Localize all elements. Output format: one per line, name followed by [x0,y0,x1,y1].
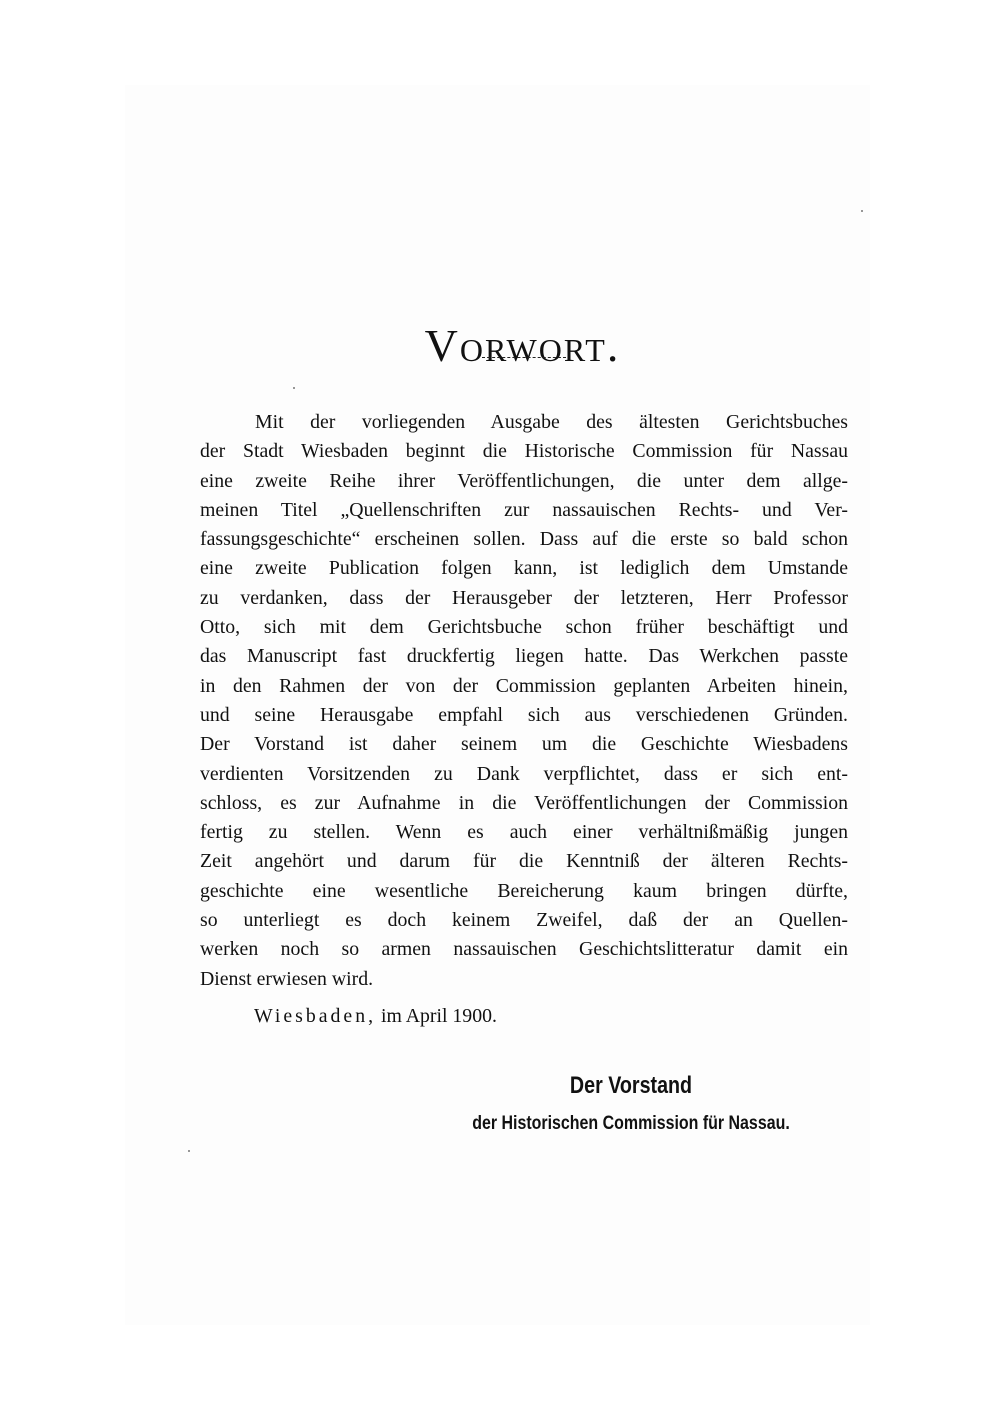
paragraph-line: Dienst erwiesen wird. [200,967,374,990]
paragraph-line: Zeit angehört und darum für die Kenntniß der älteren Rechts- [200,850,848,873]
scan-speck [188,1150,190,1152]
dateline [254,1005,497,1028]
paragraph-line: geschichte eine wesentliche Bereicherung kaum bringen dürfte, [200,879,848,902]
page-title: Vorwort. [424,319,621,371]
paragraph-line: Der Vorstand ist daher seinem um die Geschichte Wiesbadens [200,733,848,756]
paragraph-line: so unterliegt es doch keinem Zweifel, daß der an Quellen- [200,909,848,932]
scan-speck [861,210,863,212]
paragraph-line: eine zweite Publication folgen kann, ist lediglich dem Umstande [200,557,848,580]
paragraph-line: fertig zu stellen. Wenn es auch einer verhältnißmäßig jungen [200,821,848,844]
foreword-paragraph [200,408,848,994]
paragraph-line: verdienten Vorsitzenden zu Dank verpflichtet, dass er sich ent- [200,762,848,785]
dateline-date: im April 1900. [380,1005,497,1027]
paragraph-line: werken noch so armen nassauischen Geschichtslitteratur damit ein [200,938,848,961]
paragraph-line: in den Rahmen der von der Commission geplanten Arbeiten hinein, [200,674,848,697]
paragraph-line: zu verdanken, dass der Herausgeber der letzteren, Herr Professor [200,586,848,609]
paragraph-line: schloss, es zur Aufnahme in die Veröffentlichungen der Commission [200,791,848,814]
paragraph-line: das Manuscript fast druckfertig liegen hatte. Das Werkchen passte [200,645,848,668]
scan-speck [293,387,295,389]
paragraph-line: fassungsgeschichte“ erscheinen sollen. Dass auf die erste so bald schon [200,528,848,551]
signature-subtitle: der Historischen Commission für Nassau. [472,1113,790,1134]
paragraph-line: meinen Titel „Quellenschriften zur nassauischen Rechts- und Ver- [200,498,848,521]
title-divider [482,357,566,359]
paragraph-line: und seine Herausgabe empfahl sich aus verschiedenen Gründen. [200,703,848,726]
dateline-place: Wiesbaden, [254,1005,377,1027]
paragraph-line: der Stadt Wiesbaden beginnt die Historische Commission für Nassau [200,440,848,463]
paragraph-line: Mit der vorliegenden Ausgabe des ältesten Gerichtsbuches [255,411,848,433]
paragraph-line: eine zweite Reihe ihrer Veröffentlichungen, die unter dem allge- [200,469,848,492]
paragraph-line: Otto, sich mit dem Gerichtsbuche schon früher beschäftigt und [200,616,848,639]
signature-title: Der Vorstand [569,1072,693,1099]
